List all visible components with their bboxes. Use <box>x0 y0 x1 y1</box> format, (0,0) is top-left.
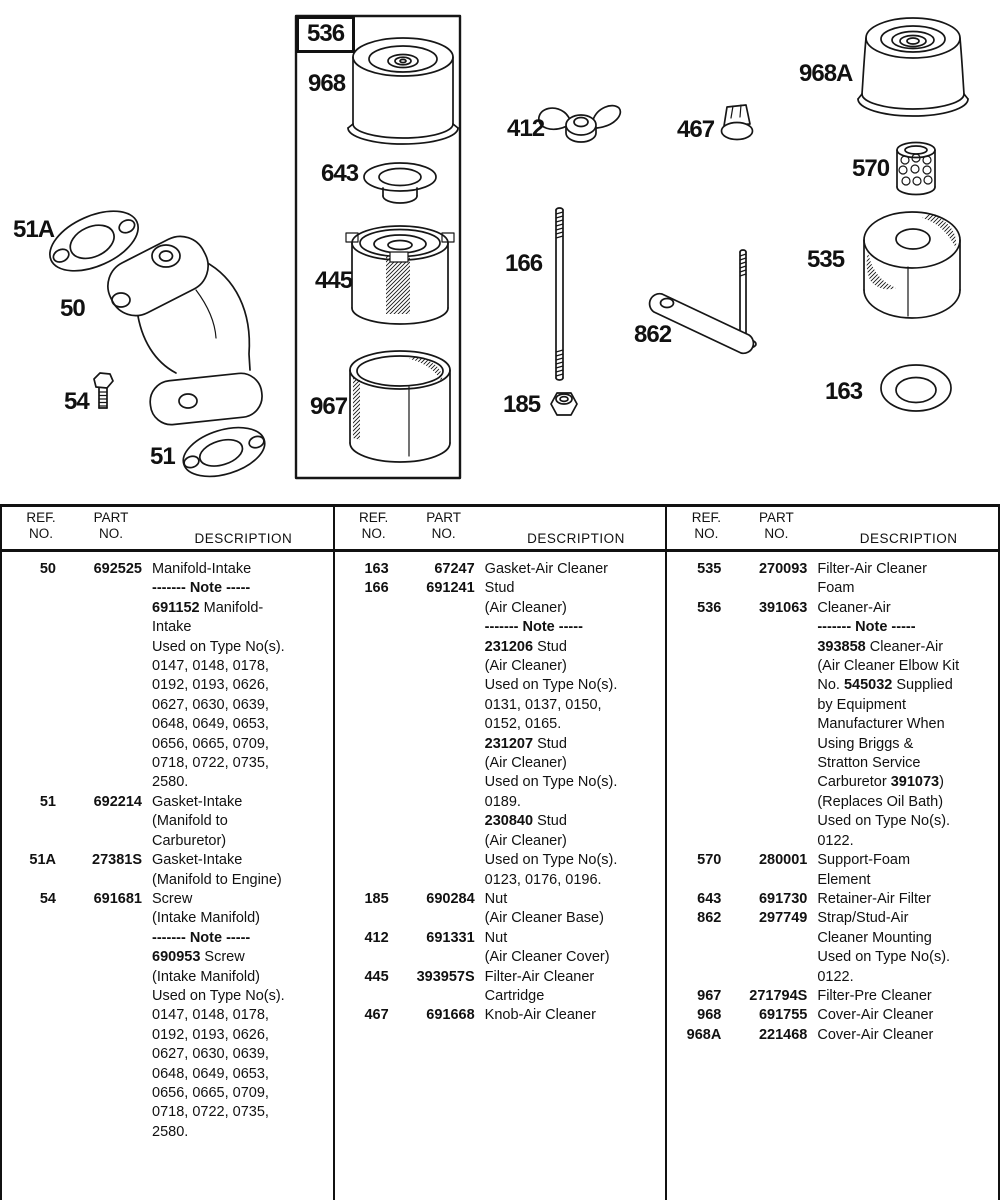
description-line: Used on Type No(s). <box>817 949 951 966</box>
description-line: Manifold-Intake <box>152 561 252 577</box>
description-line: (Air Cleaner) <box>484 658 567 675</box>
ref-no-cell: 535 <box>697 561 722 577</box>
description-line: (Air Cleaner Elbow Kit <box>817 658 960 675</box>
part-no-cell: 691668 <box>426 1007 475 1024</box>
ref-no-cell: 51 <box>39 793 56 810</box>
description-line: ------- Note ----- <box>484 619 583 636</box>
part-no-cell: 691331 <box>426 929 475 946</box>
description-line: (Air Cleaner) <box>484 755 567 772</box>
part-412-drawing <box>539 106 621 142</box>
part-no-cell: 691681 <box>93 890 142 907</box>
part-label-51: 51 <box>150 443 175 470</box>
table-row <box>667 851 998 890</box>
description-line: 0656, 0665, 0709, <box>152 735 269 752</box>
part-467-drawing <box>722 105 753 140</box>
part-968-drawing <box>348 38 458 144</box>
table-row <box>667 1026 998 1045</box>
description-line <box>817 676 998 695</box>
ref-no-cell: 570 <box>697 852 722 869</box>
description-line: (Intake Manifold) <box>152 910 260 927</box>
description-line <box>485 638 666 657</box>
part-no-header: PART NO. <box>93 510 129 541</box>
description-segment: 231207 <box>484 735 534 752</box>
description-line: (Air Cleaner Cover) <box>484 949 610 966</box>
description-line <box>817 638 998 657</box>
description-cell <box>475 560 666 579</box>
part-643-drawing <box>364 163 436 203</box>
part-label-535: 535 <box>807 246 845 273</box>
description-segment: Stud <box>533 735 567 752</box>
description-cell <box>475 929 666 968</box>
description-cell <box>807 599 998 851</box>
description-header: DESCRIPTION <box>194 531 293 546</box>
part-label-50: 50 <box>60 295 85 322</box>
description-line: (Manifold to <box>152 813 228 830</box>
part-163-drawing <box>881 365 951 411</box>
description-cell <box>475 579 666 890</box>
description-cell <box>142 851 333 890</box>
description-segment: Stud <box>533 638 567 655</box>
description-line: (Manifold to Engine) <box>152 871 282 888</box>
ref-no-cell: 968 <box>697 1007 722 1024</box>
table-row <box>335 890 666 929</box>
part-no-header: PART NO. <box>758 510 794 541</box>
part-185-drawing <box>551 393 577 415</box>
description-line: 0147, 0148, 0178, <box>152 658 269 675</box>
description-line: Element <box>817 871 871 888</box>
part-no-cell: 297749 <box>758 910 808 927</box>
description-line: Filter-Air Cleaner <box>484 968 595 985</box>
description-line: 0648, 0649, 0653, <box>152 716 269 733</box>
description-line: Support-Foam <box>817 852 911 869</box>
description-line: 0189. <box>484 793 521 810</box>
ref-no-header: REF. NO. <box>359 510 389 541</box>
table-row <box>335 929 666 968</box>
description-line: Used on Type No(s). <box>152 638 285 655</box>
table-row <box>667 890 998 909</box>
part-50-drawing <box>99 227 264 426</box>
description-segment: No. <box>817 677 844 694</box>
description-line: Used on Type No(s). <box>484 677 618 694</box>
table-rows <box>2 552 333 1200</box>
part-445-drawing <box>346 226 454 324</box>
description-line: Intake <box>152 619 192 636</box>
description-line: 0152, 0165. <box>484 716 562 733</box>
description-line: 0648, 0649, 0653, <box>152 1065 269 1082</box>
description-line: (Air Cleaner Base) <box>484 910 604 927</box>
ref-no-cell: 163 <box>364 561 389 577</box>
ref-no-cell: 51A <box>29 852 56 869</box>
description-line: 0627, 0630, 0639, <box>152 1046 269 1063</box>
part-no-cell: 27381S <box>92 852 142 869</box>
description-segment: 545032 <box>843 677 893 694</box>
part-label-412: 412 <box>507 115 545 142</box>
ref-no-cell: 967 <box>697 987 722 1004</box>
description-segment: 691152 <box>152 599 200 616</box>
part-967-drawing <box>350 351 450 462</box>
parts-table-column-1 <box>2 507 333 1200</box>
description-line: Knob-Air Cleaner <box>484 1007 596 1024</box>
description-cell <box>475 968 666 1007</box>
description-line: Used on Type No(s). <box>484 774 618 791</box>
description-cell <box>142 560 333 793</box>
part-no-cell: 271794S <box>749 987 808 1004</box>
exploded-diagram <box>0 0 1000 504</box>
description-segment: ) <box>939 774 944 791</box>
description-line: Used on Type No(s). <box>484 852 618 869</box>
description-line: Strap/Stud-Air <box>817 910 909 927</box>
description-cell <box>807 909 998 987</box>
part-no-cell: 691730 <box>758 890 808 907</box>
table-row <box>335 560 666 579</box>
description-line: Gasket-Air Cleaner <box>484 561 608 577</box>
table-row <box>667 1006 998 1025</box>
part-label-166: 166 <box>505 250 543 277</box>
part-label-185: 185 <box>503 391 541 418</box>
ref-no-cell: 185 <box>364 890 389 907</box>
table-row <box>2 851 333 890</box>
description-line: Carburetor) <box>152 832 227 849</box>
description-cell <box>142 793 333 851</box>
part-no-cell: 391063 <box>758 599 808 616</box>
ref-no-cell: 54 <box>39 890 56 907</box>
description-line: (Air Cleaner) <box>484 599 567 616</box>
table-row <box>2 560 333 793</box>
description-cell <box>475 890 666 929</box>
description-cell <box>807 1026 998 1045</box>
description-line: (Intake Manifold) <box>152 968 260 985</box>
table-row <box>335 1006 666 1025</box>
part-no-cell: 690284 <box>426 890 475 907</box>
part-label-862: 862 <box>634 321 672 348</box>
description-line: Nut <box>484 890 508 907</box>
table-rows <box>335 552 666 1200</box>
part-no-cell: 393957S <box>416 968 475 985</box>
part-no-cell: 221468 <box>758 1026 808 1043</box>
description-segment: 231206 <box>484 638 534 655</box>
ref-no-cell: 862 <box>697 910 722 927</box>
part-label-570: 570 <box>852 155 890 182</box>
table-row <box>667 560 998 599</box>
description-line: Filter-Pre Cleaner <box>817 987 932 1004</box>
description-line: 0656, 0665, 0709, <box>152 1084 269 1101</box>
table-row <box>667 987 998 1006</box>
part-535-drawing <box>864 212 960 318</box>
description-segment: Manifold- <box>199 599 264 616</box>
description-segment: 690953 <box>152 949 201 966</box>
description-line <box>152 948 333 967</box>
description-line: Using Briggs & <box>817 735 914 752</box>
part-label-54: 54 <box>64 388 89 415</box>
ref-no-cell: 445 <box>364 968 389 985</box>
description-line: Nut <box>484 929 508 946</box>
ref-no-header: REF. NO. <box>691 510 721 541</box>
part-label-51A: 51A <box>13 216 55 243</box>
description-line: 0123, 0176, 0196. <box>484 871 602 888</box>
description-line: Retainer-Air Filter <box>817 890 931 907</box>
description-line: 0192, 0193, 0626, <box>152 1026 269 1043</box>
part-no-cell: 270093 <box>758 561 808 577</box>
part-label-163: 163 <box>825 378 863 405</box>
table-row <box>335 968 666 1007</box>
description-line: Gasket-Intake <box>152 852 243 869</box>
description-line: 0192, 0193, 0626, <box>152 677 269 694</box>
description-line <box>485 735 666 754</box>
part-no-cell: 67247 <box>434 561 475 577</box>
description-line <box>485 812 666 831</box>
description-header: DESCRIPTION <box>527 531 625 546</box>
description-segment: Screw <box>200 949 245 966</box>
description-line: Manufacturer When <box>817 716 945 733</box>
part-no-header: PART NO. <box>426 510 462 541</box>
description-cell <box>807 890 998 909</box>
ref-no-header: REF. NO. <box>26 510 56 541</box>
part-no-cell: 691755 <box>758 1007 808 1024</box>
part-570-drawing <box>897 143 935 195</box>
description-cell <box>807 560 998 599</box>
description-line: 0131, 0137, 0150, <box>484 696 602 713</box>
part-label-445: 445 <box>315 267 353 294</box>
description-line: Stud <box>484 580 515 597</box>
table-rows <box>667 552 998 1200</box>
description-line: Gasket-Intake <box>152 793 243 810</box>
description-line: (Air Cleaner) <box>484 832 567 849</box>
part-label-968: 968 <box>308 70 346 97</box>
part-label-967: 967 <box>310 393 348 420</box>
description-cell <box>475 1006 666 1025</box>
description-line: Cartridge <box>484 987 545 1004</box>
table-row <box>667 599 998 851</box>
description-segment: Supplied <box>892 677 953 694</box>
part-no-cell: 692525 <box>93 561 142 577</box>
part-no-cell: 692214 <box>93 793 142 810</box>
description-line: Used on Type No(s). <box>817 813 951 830</box>
ref-no-cell: 166 <box>364 580 389 597</box>
part-no-cell: 280001 <box>758 852 808 869</box>
table-row <box>335 579 666 890</box>
ref-no-cell: 968A <box>686 1026 722 1043</box>
part-label-467: 467 <box>677 116 715 143</box>
part-51-drawing <box>177 419 270 486</box>
description-line: 0627, 0630, 0639, <box>152 696 269 713</box>
description-cell <box>142 890 333 1142</box>
description-segment: 393858 <box>817 638 866 655</box>
part-label-968A: 968A <box>799 60 853 87</box>
ref-no-cell: 412 <box>364 929 389 946</box>
ref-no-cell: 467 <box>364 1007 389 1024</box>
description-line: ------- Note ----- <box>817 619 916 636</box>
description-line: 0718, 0722, 0735, <box>152 755 269 772</box>
description-line: (Replaces Oil Bath) <box>817 793 944 810</box>
description-line: Cleaner Mounting <box>817 929 932 946</box>
parts-table-column-2 <box>333 507 666 1200</box>
table-row <box>2 793 333 851</box>
description-line: Cover-Air Cleaner <box>817 1007 934 1024</box>
description-cell <box>807 1006 998 1025</box>
ref-no-cell: 50 <box>39 561 56 577</box>
description-segment: Carburetor <box>817 774 891 791</box>
part-968A-drawing <box>858 18 968 116</box>
description-line: 0122. <box>817 968 854 985</box>
part-166-drawing <box>556 208 563 380</box>
description-line: Cover-Air Cleaner <box>817 1026 934 1043</box>
ref-no-cell: 643 <box>697 890 722 907</box>
part-no-cell: 691241 <box>426 580 475 597</box>
description-header: DESCRIPTION <box>859 531 958 546</box>
ref-no-cell: 536 <box>697 599 722 616</box>
description-line <box>152 599 333 618</box>
table-header <box>335 507 666 552</box>
description-line: Stratton Service <box>817 755 921 772</box>
description-line: Filter-Air Cleaner <box>817 561 927 577</box>
part-54-drawing <box>94 373 113 408</box>
description-line: Screw <box>152 890 193 907</box>
description-segment: 230840 <box>484 813 534 830</box>
description-cell <box>807 851 998 890</box>
description-line: 0122. <box>817 832 854 849</box>
parts-table <box>0 504 1000 1200</box>
description-line: Cleaner-Air <box>817 599 891 616</box>
parts-table-column-3 <box>665 507 998 1200</box>
description-line: Foam <box>817 580 855 597</box>
description-line: 0147, 0148, 0178, <box>152 1007 269 1024</box>
table-header <box>667 507 998 552</box>
description-line: 2580. <box>152 1123 189 1140</box>
description-line: ------- Note ----- <box>152 929 251 946</box>
description-segment: 391073 <box>890 774 940 791</box>
part-label-536: 536 <box>296 16 355 53</box>
description-line: 2580. <box>152 774 189 791</box>
description-line: 0718, 0722, 0735, <box>152 1104 269 1121</box>
description-cell <box>807 987 998 1006</box>
description-segment: Cleaner-Air <box>865 638 944 655</box>
table-row <box>667 909 998 987</box>
description-line: by Equipment <box>817 696 907 713</box>
part-label-643: 643 <box>321 160 359 187</box>
description-line <box>817 773 998 792</box>
table-header <box>2 507 333 552</box>
description-segment: Stud <box>533 813 567 830</box>
description-line: ------- Note ----- <box>152 580 251 597</box>
table-row <box>2 890 333 1142</box>
description-line: Used on Type No(s). <box>152 987 285 1004</box>
